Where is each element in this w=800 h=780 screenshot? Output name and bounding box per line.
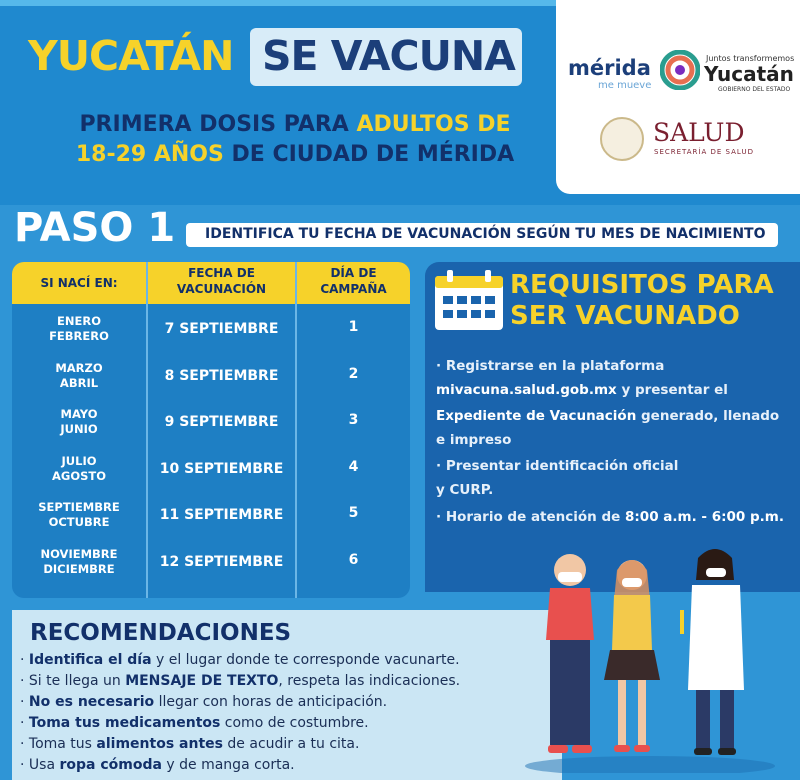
- cell-campaign-day: 2: [348, 365, 359, 382]
- yucatan-logo-gob: GOBIERNO DEL ESTADO: [718, 86, 791, 93]
- table-row: [12, 541, 410, 587]
- month-2: DICIEMBRE: [43, 561, 115, 576]
- month-1: JULIO: [61, 453, 97, 468]
- salud-logo: SALUD: [653, 118, 745, 147]
- requisito-3: [436, 505, 784, 529]
- header-si-naci: SI NACÍ EN:: [40, 276, 118, 290]
- subtitle-text-1: PRIMERA DOSIS PARA: [79, 112, 357, 137]
- cell-campaign-day: 3: [348, 412, 359, 428]
- reco-bold: Toma tus medicamentos: [28, 715, 221, 731]
- reco-text: y de manga corta.: [161, 757, 295, 773]
- table-row: [12, 448, 410, 494]
- reco-bold: MENSAJE DE TEXTO: [125, 673, 279, 689]
- paso-instruction: IDENTIFICA TU FECHA DE VACUNACIÓN SEGÚN TU MES DE NACIMIENTO: [205, 226, 766, 242]
- requisito-1-cont3: e impreso: [436, 432, 512, 448]
- cell-birth-months: [12, 407, 146, 437]
- yucatan-logo-icon: [660, 50, 700, 90]
- requisito-text: y presentar el: [616, 382, 728, 398]
- cell-birth-months: [12, 314, 146, 344]
- month-2: AGOSTO: [51, 468, 107, 483]
- recomendacion-1: [20, 652, 460, 668]
- bullet: ·: [20, 652, 29, 668]
- cell-birth-months: [12, 361, 146, 391]
- month-2: OCTUBRE: [48, 515, 110, 529]
- table-row: [12, 401, 410, 447]
- month-2: JUNIO: [60, 422, 98, 436]
- requisito-1-cont: [436, 378, 728, 402]
- yucatan-logo-small: Juntos transformemos: [706, 54, 795, 63]
- reco-bold: alimentos antes: [96, 736, 223, 752]
- recomendacion-3: [20, 694, 387, 710]
- requisito-2: · Presentar identificación oficial: [436, 458, 679, 474]
- requisito-text: · Horario de atención de: [436, 509, 626, 525]
- requisito-url: mivacuna.salud.gob.mx: [436, 382, 617, 398]
- cell-birth-months: [12, 547, 146, 577]
- people-illustration: [520, 540, 780, 773]
- reco-bold: Identifica el día: [28, 652, 152, 668]
- table-row: [12, 494, 410, 540]
- cell-campaign-day: 1: [348, 319, 359, 335]
- cell-campaign-day: 4: [348, 458, 359, 475]
- title-yucatan: YUCATÁN: [28, 32, 234, 80]
- header-fecha: FECHA DE VACUNACIÓN: [176, 266, 267, 296]
- requisito-1-cont2: [436, 404, 779, 428]
- cell-campaign-day: 6: [348, 551, 359, 568]
- requisito-horario: 8:00 a.m. - 6:00 p.m.: [625, 509, 784, 525]
- cell-vaccination-date: 12 SEPTIEMBRE: [159, 553, 284, 570]
- month-1: MAYO: [60, 407, 98, 421]
- requisitos-title: [510, 270, 774, 332]
- subtitle: [60, 110, 530, 170]
- requisito-2-cont: y CURP.: [436, 482, 494, 498]
- bullet: ·: [20, 694, 29, 710]
- reco-text: y el lugar donde te corresponde vacunarte.: [151, 652, 460, 668]
- cell-vaccination-date: 8 SEPTIEMBRE: [164, 367, 279, 384]
- cell-vaccination-date: 7 SEPTIEMBRE: [164, 321, 279, 337]
- month-1: ENERO: [57, 314, 101, 328]
- reco-text: de acudir a tu cita.: [222, 736, 360, 752]
- salud-subtitle: SECRETARÍA DE SALUD: [654, 148, 754, 156]
- reco-bold: No es necesario: [28, 694, 155, 710]
- recomendacion-5: [20, 736, 359, 752]
- subtitle-highlight-1: ADULTOS DE: [356, 112, 511, 137]
- requisito-text: generado, llenado: [636, 408, 780, 424]
- cell-vaccination-date: 10 SEPTIEMBRE: [159, 460, 284, 477]
- title-se-vacuna: SE VACUNA: [262, 32, 515, 80]
- requisitos-title-2: SER VACUNADO: [510, 301, 740, 331]
- month-1: MARZO: [55, 360, 103, 375]
- paso-label: PASO 1: [14, 205, 176, 251]
- reco-text: · Usa: [20, 757, 60, 773]
- recomendacion-4: [20, 715, 369, 731]
- calendar-icon: [433, 268, 505, 332]
- mexico-seal-icon: [600, 117, 644, 161]
- recomendacion-6: [20, 757, 295, 773]
- reco-text: como de costumbre.: [220, 715, 369, 731]
- schedule-table: [12, 262, 410, 598]
- reco-text: · Toma tus: [20, 736, 97, 752]
- month-1: SEPTIEMBRE: [38, 500, 120, 514]
- reco-text: llegar con horas de anticipación.: [154, 694, 388, 710]
- reco-text: , respeta las indicaciones.: [278, 673, 461, 689]
- month-1: NOVIEMBRE: [40, 546, 118, 561]
- requisitos-title-1: REQUISITOS PARA: [510, 270, 774, 300]
- reco-text: · Si te llega un: [20, 673, 126, 689]
- table-row: [12, 308, 410, 354]
- month-2: FEBRERO: [49, 329, 109, 343]
- table-row: [12, 355, 410, 401]
- header-dia: DÍA DE CAMPAÑA: [320, 266, 387, 296]
- merida-tagline: me mueve: [598, 80, 652, 91]
- bullet: ·: [20, 715, 29, 731]
- cell-birth-months: [12, 454, 146, 484]
- recomendaciones-title: RECOMENDACIONES: [30, 620, 292, 646]
- reco-bold: ropa cómoda: [59, 757, 162, 773]
- recomendacion-2: [20, 673, 460, 689]
- cell-vaccination-date: 11 SEPTIEMBRE: [159, 507, 284, 523]
- logo-panel: [556, 0, 800, 194]
- requisito-1: · Registrarse en la plataforma: [436, 358, 665, 374]
- cell-campaign-day: 5: [348, 505, 359, 521]
- subtitle-highlight-2: 18-29 AÑOS: [75, 142, 224, 167]
- subtitle-text-2: DE CIUDAD DE MÉRIDA: [223, 142, 515, 167]
- month-2: ABRIL: [59, 375, 99, 390]
- requisito-expediente: Expediente de Vacunación: [436, 408, 637, 424]
- cell-vaccination-date: 9 SEPTIEMBRE: [164, 414, 279, 430]
- cell-birth-months: [12, 500, 146, 530]
- merida-logo: mérida: [568, 56, 651, 80]
- yucatan-logo-text: Yucatán: [704, 62, 794, 86]
